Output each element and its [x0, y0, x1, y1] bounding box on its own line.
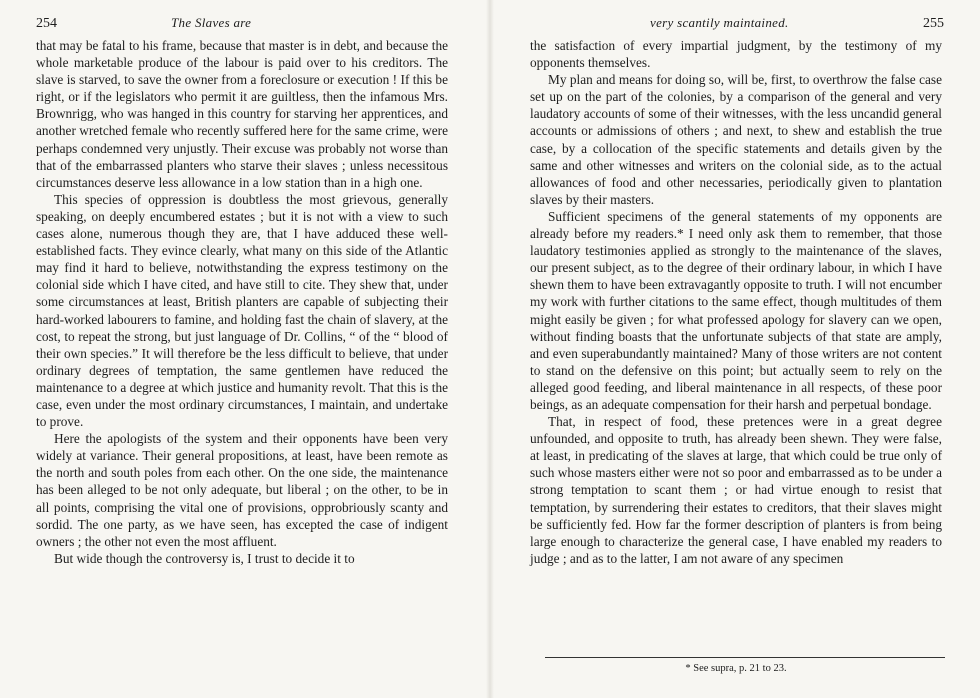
right-page-number: 255	[923, 16, 944, 31]
right-running-head: very scantily maintained.	[650, 15, 789, 30]
left-page-header	[36, 15, 450, 35]
paragraph: Sufficient specimens of the general statements of my opponents are already before my readers.* I need only ask them to remember, that those laudatory testimonies applied as strongly to the maintenance of the slaves, our present subject, as to the degree of their ordinary labour, in which I have shewn them to have been extravagantly opposite to truth. I will not encumber my work with further citations to the same effect, though multitudes of them might easily be given ; for what professed apology for slavery can we open, without finding boasts that the unfortunate subjects of that state are amply, and even superabundantly maintained? Many of those writers are not content to stand on the defensive on this point; but actually seem to rely on the alleged good feeding, and liberal maintenance in all respects, of these poor beings, as an adequate compensation for their harsh and perpetual bondage.	[530, 208, 942, 412]
paragraph: Here the apologists of the system and their opponents have been very widely at variance. Their general propositions, at least, have been remote as the north and south poles from each other. On the one side, the maintenance has been alleged to be not only adequate, but liberal ; on the other, to be in all points, comprising the vital one of provisions, opprobriously scanty and sordid. The one party, as we have seen, has excepted the case of indigent owners ; the other not even the most affluent.	[36, 431, 448, 549]
paragraph: This species of oppression is doubtless the most grievous, generally speaking, on deeply encumbered estates ; but it is not with a view to such cases alone, numerous though they are, that I have adduced these well-established facts. They evince clearly, what many on this side of the Atlantic may find it hard to believe, notwithstanding the express testimony on the colonial side which I have cited, and have still to cite. They shew that, under some circumstances at least, British planters are capable of subjecting their hard-worked labourers to famine, and holding fast the chain of slavery, at the cost, to repeat the strong, but just language of Dr. Collins, “ of the “ blood of their own species.” It will therefore be the less difficult to believe, that under ordinary degrees of temptation, the same gentlemen have reduced the maintenance to a degree at which justice and humanity revolt. That this is the case, even under the most ordinary circumstances, I maintain, and undertake to prove.	[36, 191, 448, 430]
right-page	[490, 0, 980, 698]
right-page-body	[530, 37, 942, 567]
footnote: * See supra, p. 21 to 23.	[685, 663, 787, 674]
paragraph: the satisfaction of every impartial judgment, by the testimony of my opponents themselves.	[530, 38, 942, 71]
paragraph: that may be fatal to his frame, because that master is in debt, and because the whole marketable produce of the labour is paid over to his creditors. The slave is starved, to save the owner from a foreclosure or execution ! If this be right, or if the legislators who permit it are guiltless, then the infamous Mrs. Brownrigg, who was hanged in this country for starving her apprentices, and another wretched female who recently suffered here for the same crime, were perhaps condemned very unjustly. Their excuse was probably not worse than that of the embarrassed planters who starve their slaves ; unless necessitous circumstances deserve less allowance in a low station than in a high one.	[36, 38, 448, 190]
paragraph: But wide though the controversy is, I trust to decide it to	[54, 550, 355, 566]
left-page-body	[36, 37, 448, 567]
left-page-number: 254	[36, 16, 57, 31]
right-page-header	[530, 15, 944, 35]
footnote-rule	[545, 657, 945, 658]
paragraph: My plan and means for doing so, will be, first, to overthrow the false case set up on the part of the colonies, by a comparison of the general and very laudatory accounts of some of their witnesses, with the less uncandid general accounts or admissions of others ; and next, to shew and establish the true case, by a collocation of the specific statements and details given by the same and other witnesses and writers on the colonial side, as to the actual allowances of food and other necessaries, periodically given to plantation slaves by their masters.	[530, 72, 942, 207]
left-running-head: The Slaves are	[171, 15, 252, 30]
paragraph: That, in respect of food, these pretences were in a great degree unfounded, and opposite to truth, has already been shewn. They were false, at least, in predicating of the slaves at large, that which could be true only of such whose masters either were not so poor and embarrassed as to be under a strong temptation to scant them ; or had virtue enough to resist that temptation, by surrendering their estates to creditors, that their slaves might be sufficiently fed. How far the former description of planters is from being large enough to characterize the general case, I have enabled my readers to judge ; and as to the latter, I am not aware of any specimen	[530, 414, 942, 566]
